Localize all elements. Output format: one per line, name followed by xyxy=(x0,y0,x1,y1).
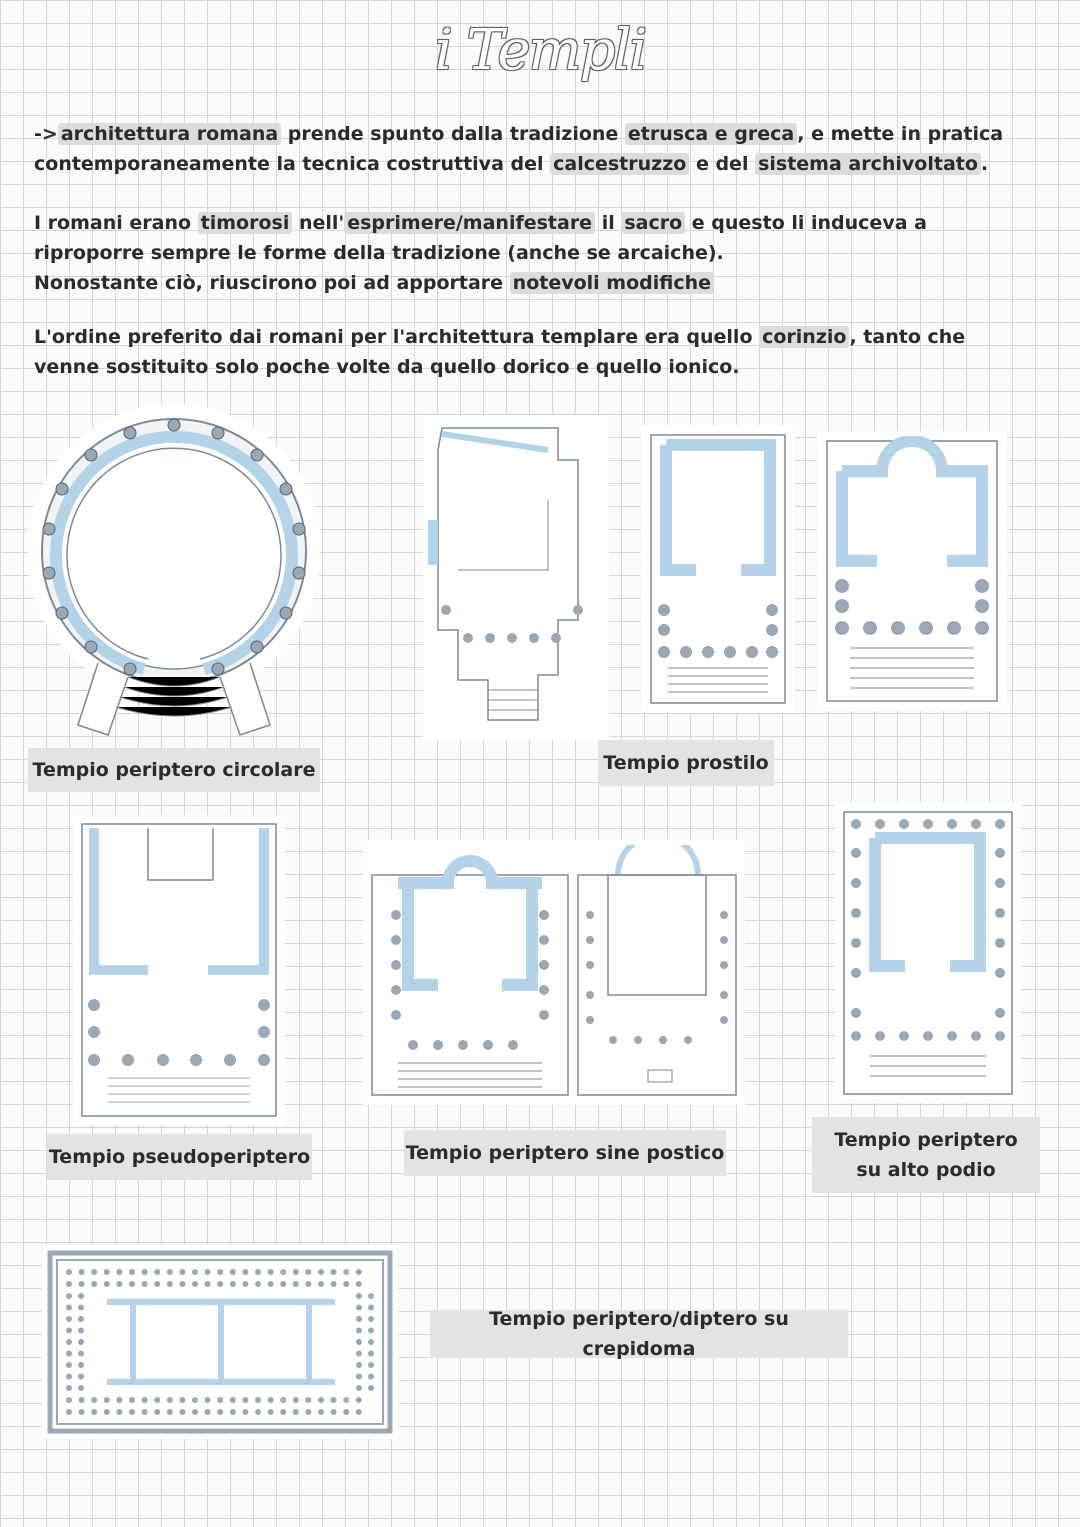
column-dot xyxy=(268,1281,274,1287)
plan-tempio-irregolare xyxy=(428,420,604,735)
column-dot xyxy=(305,1397,311,1403)
column-dot xyxy=(255,1281,261,1287)
column-dot xyxy=(78,1339,84,1345)
column-dot xyxy=(129,1269,135,1275)
highlight: esprimere/manifestare xyxy=(344,212,595,234)
text: e questo li induceva a riproporre sempre le forme della tradizione (anche se arcaiche). xyxy=(34,212,927,264)
column-dot xyxy=(356,1281,362,1287)
column-dot xyxy=(318,1269,324,1275)
column-dot xyxy=(129,1397,135,1403)
column-dot xyxy=(356,1409,362,1415)
column-dot xyxy=(167,1409,173,1415)
column-dot xyxy=(154,1269,160,1275)
highlight: sacro xyxy=(621,212,685,234)
column-dot xyxy=(192,1281,198,1287)
label-tempio-sine-postico xyxy=(404,1130,726,1176)
column-dot xyxy=(217,1269,223,1275)
column-dot xyxy=(116,1397,122,1403)
label-tempio-pseudoperiptero xyxy=(47,1134,312,1180)
text: il xyxy=(595,212,622,234)
plan-tempio-prostilo-1 xyxy=(646,430,790,708)
column-dot xyxy=(192,1269,198,1275)
column-dot xyxy=(230,1281,236,1287)
column-dot xyxy=(66,1328,72,1334)
column-dot xyxy=(368,1374,374,1380)
column-dot xyxy=(368,1339,374,1345)
column-dot xyxy=(179,1281,185,1287)
label-text: Tempio periptero/diptero su crepidoma xyxy=(489,1308,789,1360)
column-dot xyxy=(368,1385,374,1391)
highlight: etrusca e greca xyxy=(625,123,797,145)
column-dot xyxy=(179,1269,185,1275)
column-dot xyxy=(331,1397,337,1403)
column-dot xyxy=(217,1281,223,1287)
column-dot xyxy=(66,1281,72,1287)
column-dot xyxy=(230,1269,236,1275)
column-dot xyxy=(356,1269,362,1275)
text: prende spunto dalla tradizione xyxy=(281,123,625,145)
column-dot xyxy=(368,1305,374,1311)
column-dot xyxy=(66,1305,72,1311)
column-dot xyxy=(154,1397,160,1403)
column-dot xyxy=(154,1409,160,1415)
highlight: notevoli modifiche xyxy=(510,272,714,294)
column-dot xyxy=(192,1397,198,1403)
page-title: i Templi xyxy=(434,18,646,83)
column-dot xyxy=(356,1328,362,1334)
text: Nonostante ciò, riuscirono poi ad apportare xyxy=(34,272,510,294)
column-dot xyxy=(280,1269,286,1275)
column-dot xyxy=(66,1409,72,1415)
column-dot xyxy=(255,1269,261,1275)
label-tempio-prostilo xyxy=(598,740,774,786)
column-dot xyxy=(179,1397,185,1403)
column-dot xyxy=(318,1397,324,1403)
column-dot xyxy=(343,1281,349,1287)
column-dot xyxy=(356,1339,362,1345)
intro-paragraph-1 xyxy=(34,119,1024,179)
column-dot xyxy=(293,1397,299,1403)
text: I romani erano xyxy=(34,212,198,234)
column-dot xyxy=(91,1269,97,1275)
column-dot xyxy=(167,1269,173,1275)
column-dot xyxy=(368,1316,374,1322)
column-dot xyxy=(318,1281,324,1287)
column-dot xyxy=(78,1351,84,1357)
column-dot xyxy=(78,1328,84,1334)
column-dot xyxy=(356,1397,362,1403)
column-dot xyxy=(78,1293,84,1299)
column-dot xyxy=(356,1293,362,1299)
column-dot xyxy=(205,1281,211,1287)
column-dot xyxy=(104,1281,110,1287)
column-dot xyxy=(230,1397,236,1403)
column-dot xyxy=(331,1409,337,1415)
plan-tempio-alto-podio xyxy=(840,808,1016,1098)
column-dot xyxy=(356,1385,362,1391)
column-dot xyxy=(356,1305,362,1311)
column-dot xyxy=(293,1269,299,1275)
plan-tempio-crepidoma xyxy=(47,1250,393,1434)
column-dot xyxy=(91,1409,97,1415)
column-dot xyxy=(104,1397,110,1403)
column-dot xyxy=(356,1362,362,1368)
column-dot xyxy=(66,1397,72,1403)
column-dot xyxy=(66,1339,72,1345)
column-dot xyxy=(356,1351,362,1357)
label-text: su alto podio xyxy=(856,1159,996,1181)
column-dot xyxy=(78,1385,84,1391)
text: -> xyxy=(34,123,58,145)
column-dot xyxy=(142,1281,148,1287)
column-dot xyxy=(280,1281,286,1287)
column-dot xyxy=(293,1409,299,1415)
text: nell' xyxy=(292,212,345,234)
column-dot xyxy=(66,1293,72,1299)
column-dot xyxy=(91,1281,97,1287)
column-dot xyxy=(78,1362,84,1368)
column-dot xyxy=(305,1409,311,1415)
column-dot xyxy=(280,1397,286,1403)
label-text: Tempio prostilo xyxy=(603,752,769,774)
highlight: architettura romana xyxy=(58,123,281,145)
text: e del xyxy=(689,153,756,175)
column-dot xyxy=(268,1397,274,1403)
column-dot xyxy=(217,1409,223,1415)
column-dot xyxy=(142,1409,148,1415)
highlight: timorosi xyxy=(198,212,293,234)
column-dot xyxy=(230,1409,236,1415)
column-dot xyxy=(78,1374,84,1380)
column-dot xyxy=(343,1269,349,1275)
column-dot xyxy=(368,1362,374,1368)
column-dot xyxy=(205,1397,211,1403)
column-dot xyxy=(356,1374,362,1380)
column-dot xyxy=(268,1269,274,1275)
plan-tempio-sine-postico xyxy=(368,845,740,1100)
highlight: sistema archivoltato xyxy=(755,153,981,175)
column-dot xyxy=(66,1269,72,1275)
plan-tempio-prostilo-2 xyxy=(822,436,1002,706)
column-dot xyxy=(368,1328,374,1334)
column-dot xyxy=(79,1281,85,1287)
column-dot xyxy=(79,1409,85,1415)
column-dot xyxy=(305,1269,311,1275)
column-dot xyxy=(368,1351,374,1357)
column-dot xyxy=(142,1397,148,1403)
column-dot xyxy=(242,1269,248,1275)
highlight: calcestruzzo xyxy=(550,153,689,175)
label-text: Tempio periptero xyxy=(834,1129,1018,1151)
label-tempio-crepidoma xyxy=(430,1310,848,1358)
intro-paragraph-2 xyxy=(34,208,1024,298)
column-dot xyxy=(268,1409,274,1415)
column-dot xyxy=(79,1269,85,1275)
column-dot xyxy=(116,1409,122,1415)
label-text: Tempio pseudoperiptero xyxy=(48,1146,311,1168)
column-dot xyxy=(255,1397,261,1403)
text: , e mette in pratica contemporaneamente la tecnica costruttiva del xyxy=(34,123,1004,175)
column-dot xyxy=(129,1281,135,1287)
column-dot xyxy=(280,1409,286,1415)
column-dot xyxy=(293,1281,299,1287)
highlight: corinzio xyxy=(759,326,849,348)
column-dot xyxy=(91,1397,97,1403)
column-dot xyxy=(331,1269,337,1275)
plan-tempio-circolare xyxy=(28,405,320,745)
column-dot xyxy=(78,1305,84,1311)
column-dot xyxy=(242,1409,248,1415)
text: . xyxy=(980,153,989,175)
column-dot xyxy=(154,1281,160,1287)
intro-paragraph-3 xyxy=(34,322,1024,382)
column-dot xyxy=(368,1293,374,1299)
column-dot xyxy=(356,1316,362,1322)
column-dot xyxy=(78,1316,84,1322)
column-dot xyxy=(331,1281,337,1287)
column-dot xyxy=(242,1397,248,1403)
column-dot xyxy=(66,1351,72,1357)
column-dot xyxy=(343,1397,349,1403)
column-dot xyxy=(343,1409,349,1415)
label-text: Tempio periptero sine postico xyxy=(405,1142,725,1164)
column-dot xyxy=(66,1374,72,1380)
column-dot xyxy=(305,1281,311,1287)
label-text: Tempio periptero circolare xyxy=(32,759,316,781)
column-dot xyxy=(205,1409,211,1415)
column-dot xyxy=(116,1281,122,1287)
column-dot xyxy=(104,1269,110,1275)
column-dot xyxy=(167,1397,173,1403)
plan-tempio-pseudoperiptero xyxy=(78,820,280,1120)
column-dot xyxy=(167,1281,173,1287)
column-dot xyxy=(66,1362,72,1368)
column-dot xyxy=(255,1409,261,1415)
column-dot xyxy=(129,1409,135,1415)
text: L'ordine preferito dai romani per l'architettura templare era quello xyxy=(34,326,760,348)
column-dot xyxy=(104,1409,110,1415)
column-dot xyxy=(217,1397,223,1403)
column-dot xyxy=(66,1385,72,1391)
column-dot xyxy=(116,1269,122,1275)
column-dot xyxy=(66,1316,72,1322)
column-dot xyxy=(79,1397,85,1403)
label-tempio-circolare xyxy=(28,748,320,792)
column-dot xyxy=(205,1269,211,1275)
column-dot xyxy=(318,1409,324,1415)
column-dot xyxy=(192,1409,198,1415)
column-dot xyxy=(242,1281,248,1287)
text: , tanto che venne sostituito solo poche volte da quello dorico e quello ionico. xyxy=(34,326,966,378)
column-dot xyxy=(142,1269,148,1275)
label-tempio-alto-podio xyxy=(812,1117,1040,1193)
column-dot xyxy=(179,1409,185,1415)
